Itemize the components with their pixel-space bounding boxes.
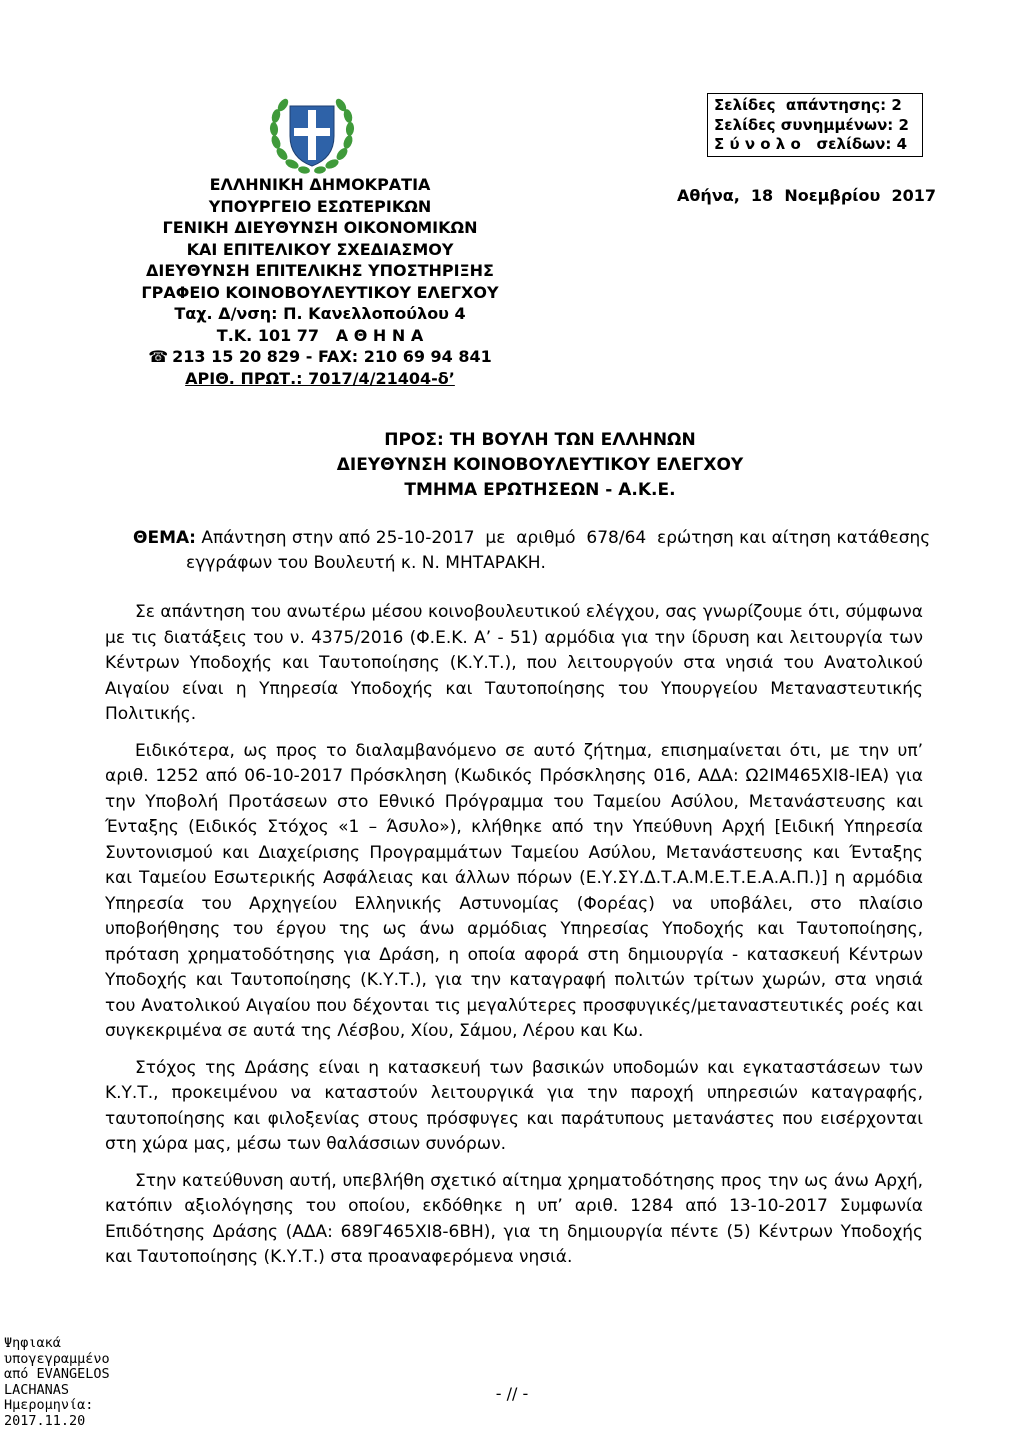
pages-count-box: [707, 93, 923, 157]
sender-block: [120, 174, 520, 389]
digital-signature-stamp: [4, 1336, 164, 1429]
signature-line: 2017.11.20: [4, 1412, 86, 1429]
protocol-number-text: ΑΡΙΘ. ΠΡΩΤ.: 7017/4/21404-δ’: [185, 368, 455, 388]
document-date: Αθήνα, 18 Νοεμβρίου 2017: [677, 186, 936, 205]
body-paragraph: Ειδικότερα, ως προς το διαλαμβανόμενο σε αυτό ζήτημα, επισημαίνεται ότι, με την υπ’ αριθ. 1252 από 06-10-2017 Πρόσκληση (Κωδικός Πρόσκλησης 016, ΑΔΑ: Ω2ΙΜ465ΧΙ8-ΙΕΑ) για την Υποβολή Προτάσεων στο Εθνικό Πρόγραμμα του Ταμείου Ασύλου, Μετανάστευσης και Ένταξης (Ειδικός Στόχος «1 – Άσυλο»), κλήθηκε από την Υπεύθυνη Αρχή [Ειδική Υπηρεσία Συντονισμού και Διαχείρισης Προγραμμάτων Ταμείου Ασύλου, Μετανάστευσης και Ένταξης και Ταμείου Εσωτερικής Ασφάλειας και άλλων πόρων (Ε.Υ.ΣΥ.Δ.Τ.Α.Μ.Ε.Τ.Ε.Α.Α.Π.)] η αρμόδια Υπηρεσία του Αρχηγείου Ελληνικής Αστυνομίας (Φορέας) να υποβάλει, στο πλαίσιο υποβοήθησης του έργου της ως άνω αρμόδιας Υπηρεσίας Υποδοχής και Ταυτοποίησης, πρόταση χρηματοδότησης για Δράση, η οποία αφορά στη δημιουργία - κατασκευή Κέντρων Υποδοχής και Ταυτοποίησης (Κ.Υ.Τ.), για την καταγραφή πολιτών τρίτων χωρών, στα νησιά του Ανατολικού Αιγαίου που δέχονται τις μεγαλύτερες προσφυγικές/μεταναστευτικές ροές και συγκεκριμένα σε αυτά της Λέσβου, Χίου, Σάμου, Λέρου και Κω.: [105, 740, 923, 1041]
sender-phone: [120, 346, 520, 368]
attached-pages: Σελίδες συνημμένων: 2: [714, 115, 909, 134]
total-pages: Σ ύ ν ο λ ο σελίδων: 4: [714, 135, 908, 153]
page-number: - // -: [495, 1384, 529, 1403]
body-paragraph: Στην κατεύθυνση αυτή, υπεβλήθη σχετικό αίτημα χρηματοδότησης προς την ως άνω Αρχή, κατόπιν αξιολόγησης του οποίου, εκδόθηκε η υπ’ αριθ. 1284 από 13-10-2017 Συμφωνία Επιδότησης Δράσης (ΑΔΑ: 689Γ465ΧΙ8-6ΒΗ), για τη δημιουργία πέντε (5) Κέντρων Υποδοχής και Ταυτοποίησης (Κ.Υ.Τ.) στα προαναφερόμενα νησιά.: [105, 1170, 923, 1267]
body-paragraph: Στόχος της Δράσης είναι η κατασκευή των βασικών υποδομών και εγκαταστάσεων των Κ.Υ.Τ., προκειμένου να καταστούν λειτουργικά για την παροχή υπηρεσιών καταγραφής, ταυτοποίησης και φιλοξενίας στους πρόσφυγες και παράτυπους μετανάστες που εισέρχονται στη χώρα μας, μέσω των θαλάσσιων συνόρων.: [105, 1057, 923, 1154]
sender-line: ΕΛΛΗΝΙΚΗ ΔΗΜΟΚΡΑΤΙΑ: [209, 175, 431, 194]
sender-address: Ταχ. Δ/νση: Π. Κανελλοπούλου 4: [174, 304, 466, 323]
subject-label: ΘΕΜΑ:: [133, 528, 196, 548]
phone-fax-numbers: 213 15 20 829 - FAX: 210 69 94 841: [172, 347, 492, 366]
signature-line: Ψηφιακά: [4, 1335, 61, 1351]
signature-line: από EVANGELOS: [4, 1366, 110, 1382]
answer-pages: Σελίδες απάντησης: 2: [714, 96, 902, 114]
recipient-line: ΠΡΟΣ: ΤΗ ΒΟΥΛΗ ΤΩΝ ΕΛΛΗΝΩΝ: [384, 430, 696, 450]
greek-coat-of-arms-icon: [268, 92, 356, 176]
sender-line: ΥΠΟΥΡΓΕΙΟ ΕΣΩΤΕΡΙΚΩΝ: [208, 196, 432, 216]
document-body: [105, 600, 923, 1282]
subject-text-line1: Απάντηση στην από 25-10-2017 με αριθμό 678/64 ερώτηση και αίτηση κατάθεσης: [195, 528, 931, 548]
subject-text-line2: εγγράφων του Βουλευτή κ. Ν. ΜΗΤΑΡΑΚΗ.: [186, 553, 546, 573]
sender-postcode: Τ.Κ. 101 77 Α Θ Η Ν Α: [216, 325, 424, 345]
sender-line: ΚΑΙ ΕΠΙΤΕΛΙΚΟΥ ΣΧΕΔΙΑΣΜΟΥ: [186, 239, 454, 259]
subject-block: [133, 526, 931, 576]
protocol-number: [120, 368, 520, 390]
recipient-block: [180, 428, 900, 503]
signature-line: LACHANAS: [4, 1381, 70, 1398]
signature-line: Ημερομηνία:: [4, 1397, 94, 1413]
body-paragraph: Σε απάντηση του ανωτέρω μέσου κοινοβουλευτικού ελέγχου, σας γνωρίζουμε ότι, σύμφωνα με τις διατάξεις του ν. 4375/2016 (Φ.Ε.Κ. Α’ - 51) αρμόδια για την ίδρυση και λειτουργία των Κέντρων Υποδοχής και Ταυτοποίησης (Κ.Υ.Τ.), που λειτουργούν στα νησιά του Ανατολικού Αιγαίου είναι η Υπηρεσία Υποδοχής και Ταυτοποίησης του Υπουργείου Μεταναστευτικής Πολιτικής.: [105, 602, 923, 724]
phone-icon: ☎: [148, 347, 169, 366]
signature-line: υπογεγραμμένο: [4, 1350, 110, 1367]
sender-line: ΓΕΝΙΚΗ ΔΙΕΥΘΥΝΣΗ ΟΙΚΟΝΟΜΙΚΩΝ: [162, 218, 478, 237]
recipient-line: ΔΙΕΥΘΥΝΣΗ ΚΟΙΝΟΒΟΥΛΕΥΤΙΚΟΥ ΕΛΕΓΧΟΥ: [336, 455, 744, 475]
sender-line: ΓΡΑΦΕΙΟ ΚΟΙΝΟΒΟΥΛΕΥΤΙΚΟΥ ΕΛΕΓΧΟΥ: [141, 282, 499, 302]
sender-line: ΔΙΕΥΘΥΝΣΗ ΕΠΙΤΕΛΙΚΗΣ ΥΠΟΣΤΗΡΙΞΗΣ: [146, 261, 494, 280]
recipient-line: ΤΜΗΜΑ ΕΡΩΤΗΣΕΩΝ - Α.Κ.Ε.: [404, 480, 676, 500]
